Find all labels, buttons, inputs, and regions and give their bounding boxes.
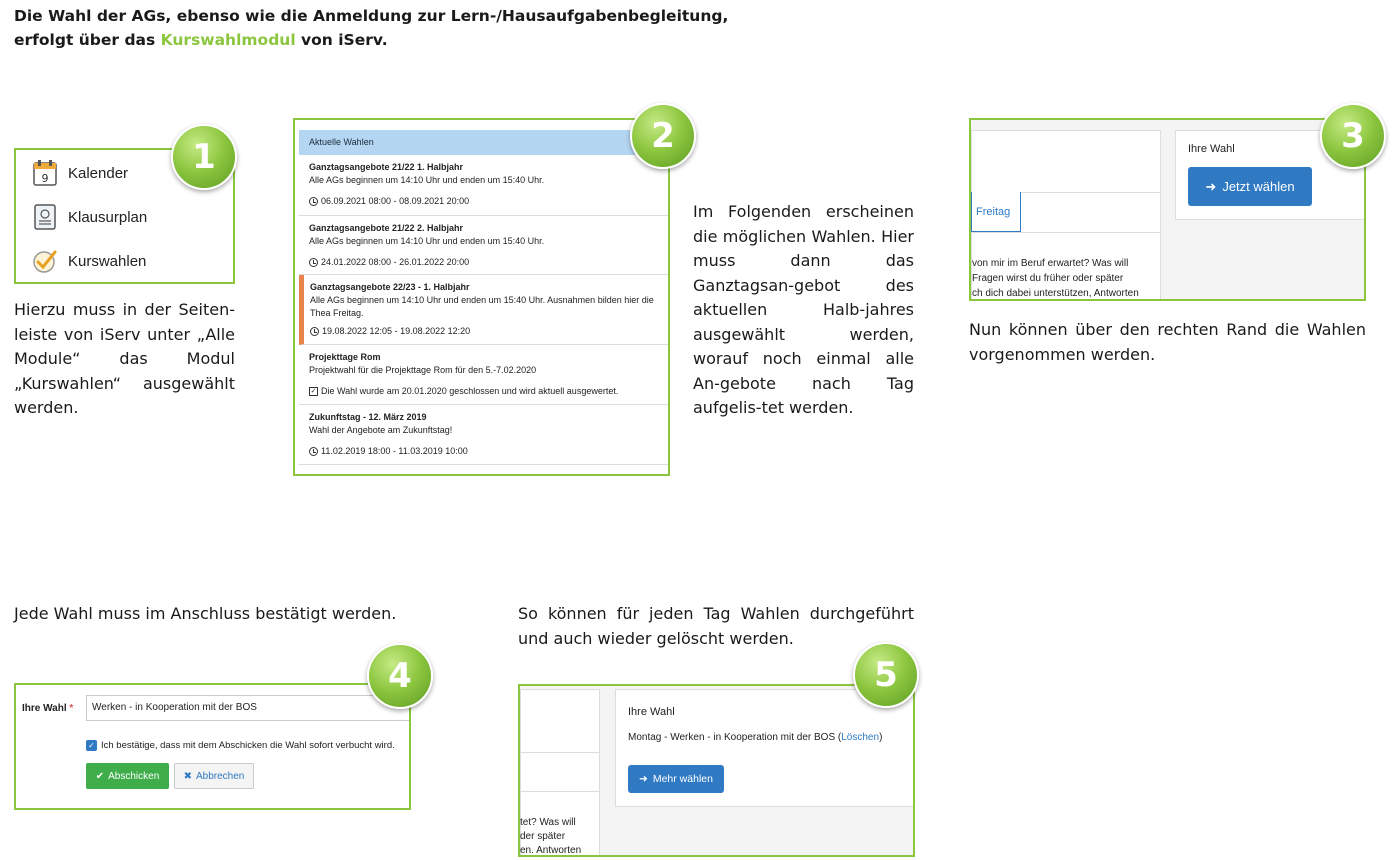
intro-text: [14, 4, 728, 52]
step2-badge: 2: [630, 103, 696, 169]
check-square-icon: ✓: [310, 388, 317, 395]
intro-line-2-post: von iServ.: [295, 31, 388, 49]
step1-badge: 1: [171, 124, 237, 190]
description-snippet: [520, 816, 581, 857]
close-icon: ✖: [183, 770, 192, 782]
election-item[interactable]: [299, 216, 669, 275]
snippet-line: tet? Was will: [520, 817, 576, 828]
clock-icon: [310, 327, 319, 336]
abschicken-button[interactable]: [86, 763, 169, 789]
intro-line-2-pre: erfolgt über das: [14, 31, 161, 49]
choice-close: ): [879, 732, 883, 743]
step3-description: Nun können über den rechten Rand die Wahlen vorgenommen werden.: [969, 320, 1366, 364]
current-choice: [628, 732, 882, 743]
snippet-line: Fragen wirst du früher oder später: [972, 273, 1124, 284]
menu-label-kalender: Kalender: [68, 164, 129, 182]
election-item-active[interactable]: [299, 275, 669, 345]
election-desc: Alle AGs beginnen um 14:10 Uhr und enden um 15:40 Uhr.: [309, 175, 545, 185]
snippet-line: von mir im Beruf erwartet? Was will: [972, 258, 1129, 269]
current-elections-header: Aktuelle Wahlen: [299, 130, 669, 155]
check-icon: ✔: [95, 770, 105, 782]
election-item[interactable]: [299, 155, 669, 216]
menu-item-klausurplan[interactable]: [32, 204, 147, 230]
menu-label-kurswahlen: Kurswahlen: [68, 252, 147, 270]
snippet-line: en. Antworten: [520, 845, 582, 856]
election-date: 06.09.2021 08:00 - 08.09.2021 20:00: [321, 196, 470, 206]
divider: [520, 791, 600, 792]
intro-line-2: [14, 28, 728, 52]
abschicken-label: Abschicken: [108, 770, 160, 782]
election-date: 11.02.2019 18:00 - 11.03.2019 10:00: [321, 446, 468, 456]
checkmark-circle-icon: [32, 248, 58, 274]
wahl-field-label: [22, 703, 73, 714]
election-date: 24.01.2022 08:00 - 26.01.2022 20:00: [321, 257, 470, 267]
step1-description: Hierzu muss in der Seiten-leiste von iServ unter „Alle Module“ das Modul „Kurswahlen“ ausgewählt werden.: [14, 300, 235, 417]
divider: [971, 232, 1161, 233]
step2-panel: [293, 118, 670, 476]
step4-panel: [14, 683, 411, 810]
calendar-icon: [32, 160, 58, 186]
wahl-select[interactable]: Werken - in Kooperation mit der BOS: [86, 695, 411, 721]
election-title: Zukunftstag - 12. März 2019: [309, 412, 427, 422]
step5-badge: 5: [853, 642, 919, 708]
election-status: Die Wahl wurde am 20.01.2020 geschlossen und wird aktuell ausgewertet.: [321, 386, 619, 396]
step4-badge: 4: [367, 643, 433, 709]
step3-badge: 3: [1320, 103, 1386, 169]
document-icon: [32, 204, 58, 230]
snippet-line: der später: [520, 831, 566, 842]
election-desc: Alle AGs beginnen um 14:10 Uhr und enden um 15:40 Uhr.: [309, 236, 545, 246]
jetzt-waehlen-button[interactable]: [1188, 167, 1312, 206]
choice-box-title: Ihre Wahl: [1188, 143, 1235, 155]
election-date: 19.08.2022 12:05 - 19.08.2022 12:20: [322, 326, 471, 336]
required-marker: *: [69, 703, 74, 714]
step4-caption: Jede Wahl muss im Anschluss bestätigt werden.: [14, 604, 397, 623]
election-title: Ganztagsangebote 21/22 1. Halbjahr: [309, 162, 464, 172]
election-desc: Wahl der Angebote am Zukunftstag!: [309, 425, 453, 435]
abbrechen-button[interactable]: [174, 763, 254, 789]
election-title: Projekttage Rom: [309, 352, 381, 362]
mehr-waehlen-button[interactable]: [628, 765, 724, 793]
mehr-waehlen-label: Mehr wählen: [652, 773, 713, 785]
divider: [520, 752, 600, 753]
confirm-row: [86, 740, 395, 751]
menu-label-klausurplan: Klausurplan: [68, 208, 148, 226]
arrow-right-icon: ➜: [639, 773, 648, 785]
choice-box-title: Ihre Wahl: [628, 706, 675, 718]
election-desc: Projektwahl für die Projekttage Rom für den 5.-7.02.2020: [309, 365, 537, 375]
clock-icon: [309, 258, 318, 267]
tab-freitag[interactable]: Freitag: [971, 192, 1021, 232]
clock-icon: [309, 197, 318, 206]
election-item[interactable]: [299, 345, 669, 405]
menu-item-kalender[interactable]: [32, 160, 128, 186]
step5-caption: So können für jeden Tag Wahlen durchgeführt und auch wieder gelöscht werden.: [518, 604, 914, 648]
confirm-checkbox-label: Ich bestätige, dass mit dem Abschicken die Wahl sofort verbucht wird.: [101, 740, 395, 751]
wahl-label-text: Ihre Wahl: [22, 703, 67, 714]
confirm-checkbox[interactable]: ✓: [86, 740, 97, 751]
description-snippet: [972, 256, 1139, 301]
arrow-right-icon: ➜: [1205, 178, 1217, 194]
election-title: Ganztagsangebote 21/22 2. Halbjahr: [309, 223, 464, 233]
step2-description: Im Folgenden erscheinen die möglichen Wahlen. Hier muss dann das Ganztagsan-gebot des aktuellen Halb-jahres ausgewählt werden, worauf noch einmal alle An-gebote nach Tag aufgelis-tet werden.: [693, 202, 914, 417]
loeschen-link[interactable]: Löschen: [841, 732, 880, 743]
calendar-day: 9: [41, 172, 49, 185]
election-item[interactable]: [299, 405, 669, 465]
jetzt-waehlen-label: Jetzt wählen: [1222, 179, 1295, 194]
choice-box: [615, 689, 915, 807]
intro-line-1: Die Wahl der AGs, ebenso wie die Anmeldung zur Lern-/Hausaufgabenbegleitung,: [14, 7, 729, 25]
menu-item-kurswahlen[interactable]: [32, 248, 146, 274]
election-title: Ganztagsangebote 22/23 - 1. Halbjahr: [310, 282, 470, 292]
abbrechen-label: Abbrechen: [196, 770, 245, 782]
clock-icon: [309, 447, 318, 456]
election-desc: Alle AGs beginnen um 14:10 Uhr und enden um 15:40 Uhr. Ausnahmen bilden hier die Thea Freitag.: [310, 295, 654, 318]
kurswahlmodul-highlight: Kurswahlmodul: [160, 31, 296, 49]
snippet-line: ch dich dabei unterstützen, Antworten: [972, 288, 1139, 299]
choice-text: Montag - Werken - in Kooperation mit der BOS (: [628, 732, 842, 743]
step3-panel: [969, 118, 1366, 301]
step5-panel: [518, 684, 915, 857]
